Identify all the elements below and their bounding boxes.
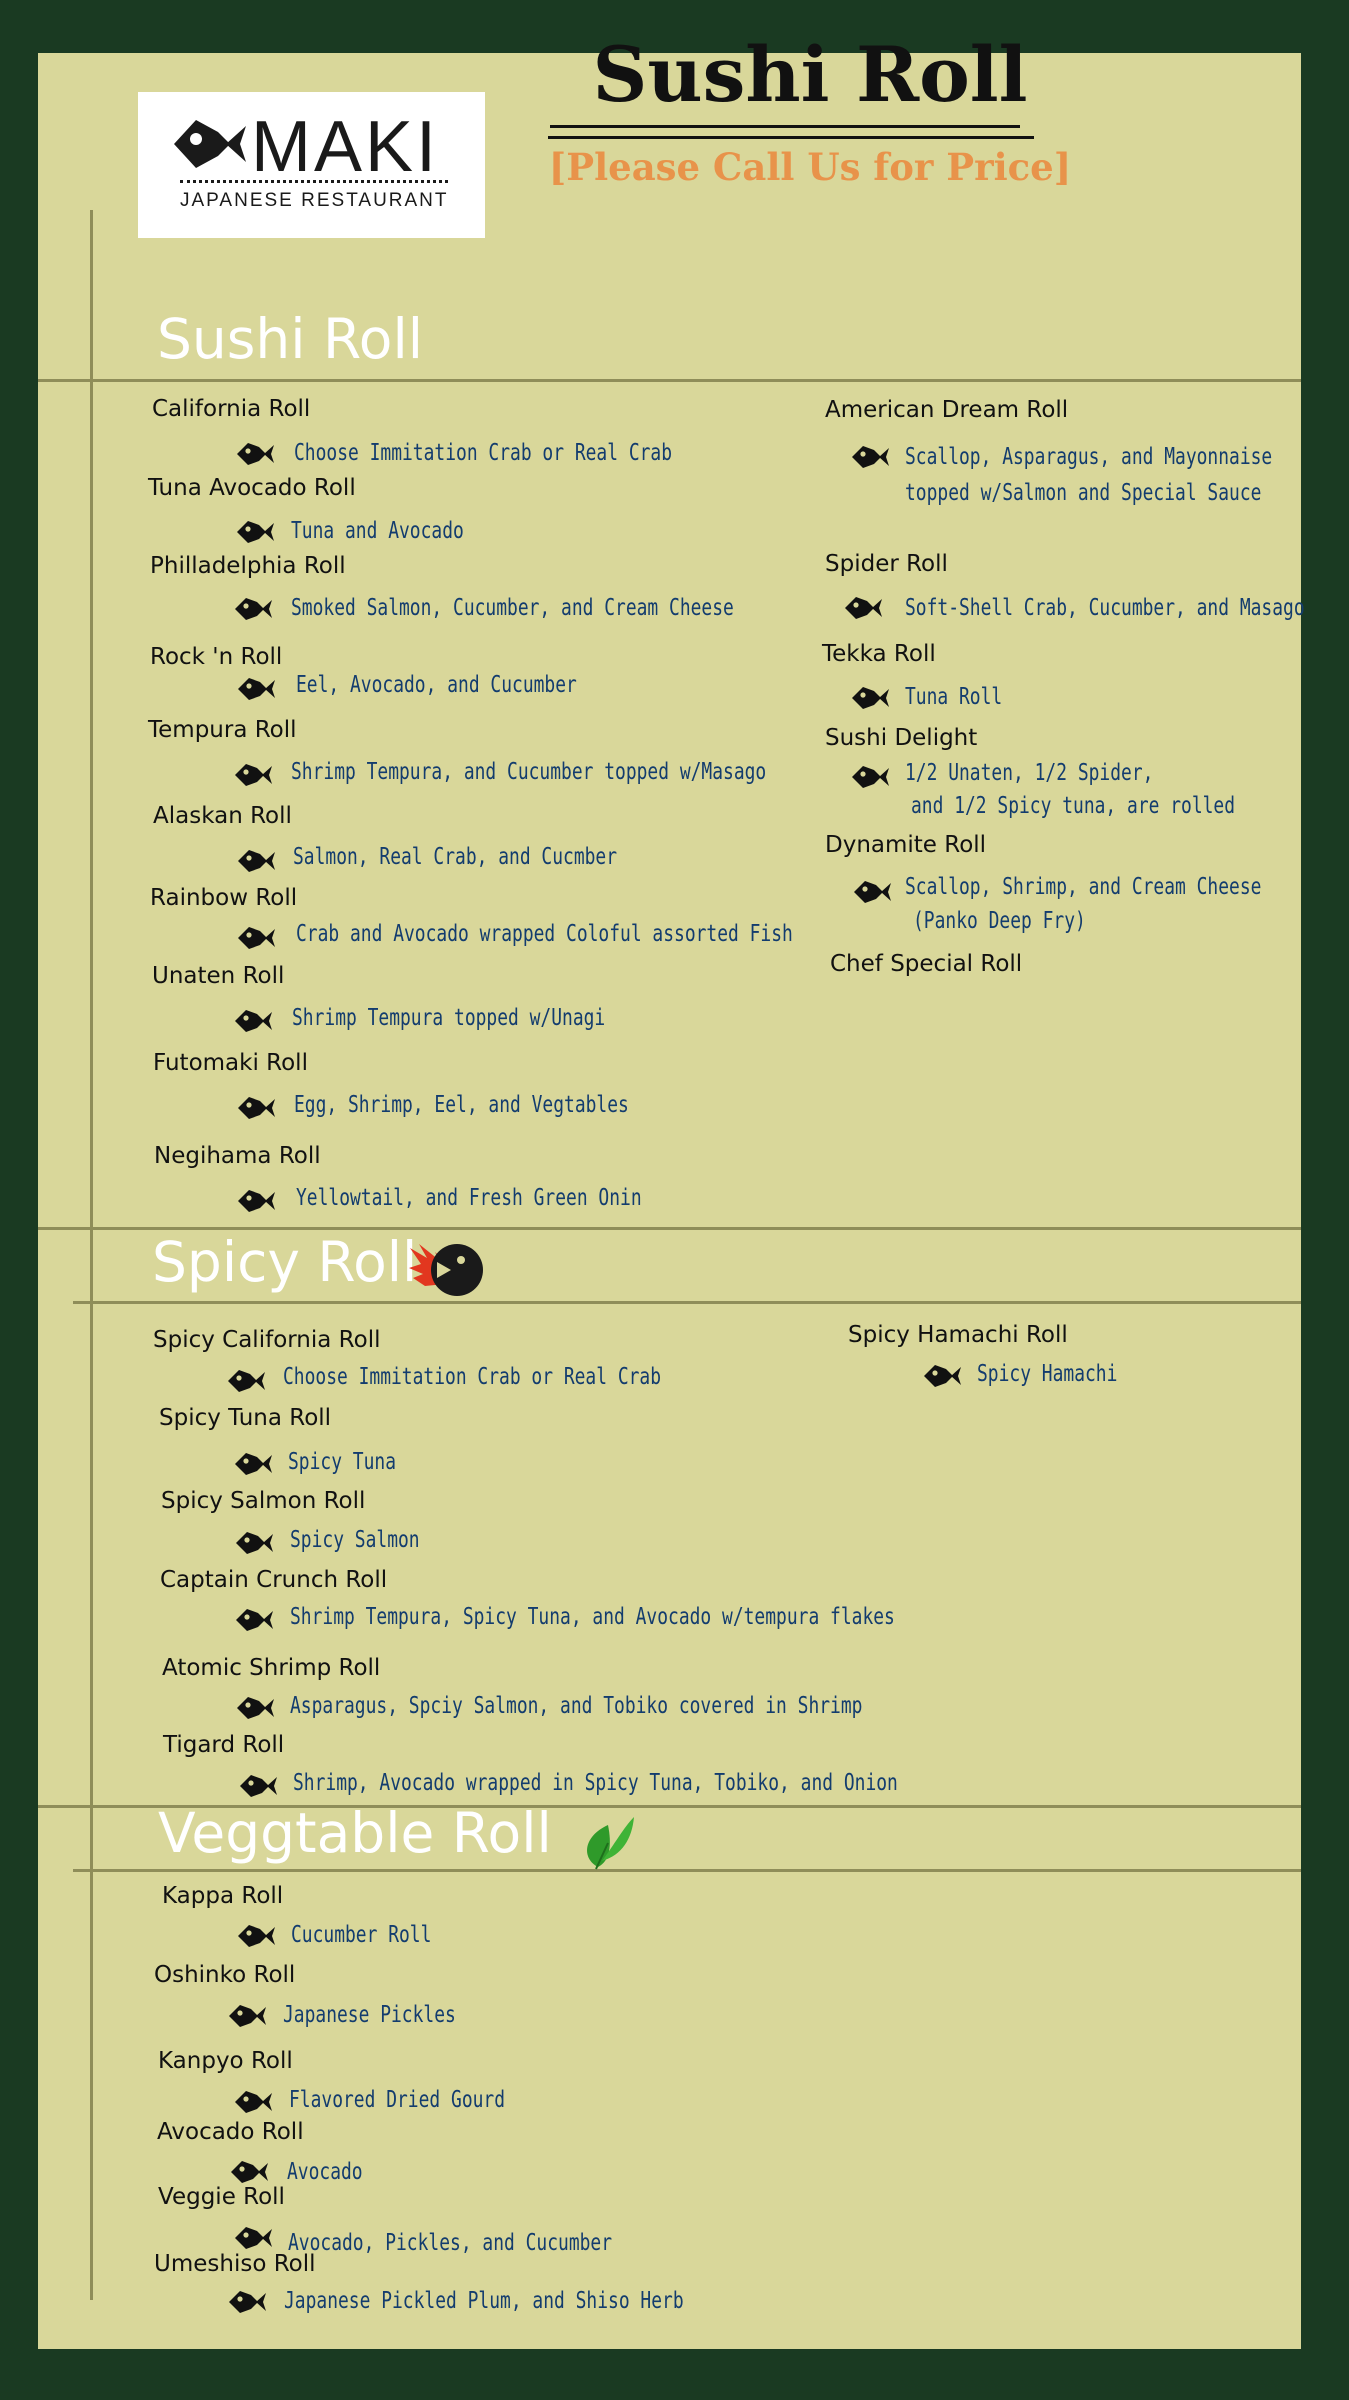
menu-item-description: Spicy Salmon (290, 1527, 420, 1553)
menu-item-name: American Dream Roll (825, 397, 1069, 423)
menu-item-name: Chef Special Roll (830, 951, 1023, 977)
menu-item-description-continued: (Panko Deep Fry) (913, 908, 1086, 934)
menu-item-name: Veggie Roll (158, 2184, 285, 2210)
menu-item-description: Egg, Shrimp, Eel, and Vegtables (294, 1092, 629, 1118)
menu-item-description: Smoked Salmon, Cucumber, and Cream Cheese (291, 595, 734, 621)
fish-bullet-icon (852, 876, 892, 908)
menu-item-name: California Roll (152, 396, 311, 422)
fish-bullet-icon (850, 761, 890, 793)
menu-item-description: Avocado, Pickles, and Cucumber (288, 2230, 613, 2256)
menu-item-name: Tigard Roll (163, 1732, 285, 1758)
menu-item-name: Tuna Avocado Roll (148, 475, 356, 501)
menu-item-description: Spicy Tuna (288, 1449, 397, 1475)
menu-item-description: Shrimp Tempura, Spicy Tuna, and Avocado w/tempura flakes (290, 1604, 895, 1630)
menu-item-name: Rock 'n Roll (150, 644, 283, 670)
menu-item-name: Spicy California Roll (153, 1327, 381, 1353)
vertical-divider (90, 210, 93, 2300)
menu-item-description: Avocado (287, 2159, 363, 2185)
fish-bullet-icon (236, 922, 276, 954)
fish-bullet-icon (226, 1365, 266, 1397)
menu-item-name: Kanpyo Roll (158, 2048, 293, 2074)
section-divider (73, 1301, 1301, 1304)
fish-bullet-icon (235, 516, 275, 548)
menu-item-description: Shrimp Tempura topped w/Unagi (292, 1005, 606, 1031)
section-divider (73, 1869, 1301, 1872)
menu-item-description: Shrimp, Avocado wrapped in Spicy Tuna, Tobiko, and Onion (293, 1770, 898, 1796)
leaf-icon (578, 1815, 636, 1871)
menu-item-name: Futomaki Roll (153, 1050, 308, 1076)
menu-item-name: Tekka Roll (822, 641, 936, 667)
logo-name: MAKI (251, 107, 440, 187)
menu-item-description: Cucumber Roll (291, 1922, 432, 1948)
fish-bullet-icon (922, 1360, 962, 1392)
menu-item-description: Tuna and Avocado (291, 518, 464, 544)
menu-item-description: Shrimp Tempura, and Cucumber topped w/Masago (291, 759, 767, 785)
menu-item-description: Asparagus, Spciy Salmon, and Tobiko covered in Shrimp (290, 1693, 863, 1719)
fish-bullet-icon (235, 1692, 275, 1724)
menu-item-description: Crab and Avocado wrapped Coloful assorted Fish (296, 921, 793, 947)
menu-item-description: Salmon, Real Crab, and Cucmber (293, 844, 618, 870)
menu-item-name: Alaskan Roll (153, 803, 292, 829)
section-title-veg: Veggtable Roll (158, 1801, 552, 1865)
menu-item-description: Choose Immitation Crab or Real Crab (283, 1364, 662, 1390)
menu-item-name: Tempura Roll (148, 717, 297, 743)
fish-bullet-icon (236, 845, 276, 877)
fish-bullet-icon (850, 441, 890, 473)
menu-item-description: Scallop, Asparagus, and Mayonnaise (905, 444, 1273, 470)
fish-bullet-icon (233, 2222, 273, 2254)
menu-item-name: Spicy Salmon Roll (161, 1488, 366, 1514)
menu-item-description: Japanese Pickled Plum, and Shiso Herb (284, 2288, 684, 2314)
fish-bullet-icon (850, 682, 890, 714)
logo-dotted-rule (180, 180, 448, 183)
menu-item-description: Tuna Roll (905, 684, 1003, 710)
fish-bullet-icon (233, 759, 273, 791)
menu-item-description: Japanese Pickles (283, 2002, 456, 2028)
menu-item-name: Negihama Roll (154, 1143, 321, 1169)
fish-bullet-icon (234, 1527, 274, 1559)
menu-item-description: Spicy Hamachi (977, 1361, 1118, 1387)
fish-bullet-icon (236, 1920, 276, 1952)
fish-bullet-icon (236, 1092, 276, 1124)
menu-item-name: Atomic Shrimp Roll (162, 1655, 381, 1681)
fish-bullet-icon (233, 2086, 273, 2118)
menu-item-description: Soft-Shell Crab, Cucumber, and Masago (905, 595, 1305, 621)
fish-logo-icon (170, 112, 248, 176)
fish-bullet-icon (227, 2286, 267, 2318)
menu-item-description: 1/2 Unaten, 1/2 Spider, (905, 760, 1154, 786)
fish-bullet-icon (233, 1005, 273, 1037)
fish-bullet-icon (238, 1770, 278, 1802)
fish-bullet-icon (236, 673, 276, 705)
menu-item-name: Spicy Hamachi Roll (848, 1322, 1068, 1348)
fish-bullet-icon (236, 1185, 276, 1217)
menu-item-description-continued: topped w/Salmon and Special Sauce (905, 480, 1262, 506)
flaming-fish-icon (405, 1240, 485, 1300)
price-note: [Please Call Us for Price] (548, 145, 1072, 189)
title-underline (550, 125, 1020, 128)
menu-item-name: Avocado Roll (157, 2119, 304, 2145)
menu-item-description: Yellowtail, and Fresh Green Onin (296, 1185, 642, 1211)
menu-item-name: Kappa Roll (162, 1883, 284, 1909)
menu-item-description: Scallop, Shrimp, and Cream Cheese (905, 874, 1262, 900)
menu-item-name: Spider Roll (825, 551, 948, 577)
fish-bullet-icon (235, 438, 275, 470)
restaurant-logo (138, 92, 485, 238)
menu-item-description: Flavored Dried Gourd (289, 2087, 506, 2113)
menu-item-description: Eel, Avocado, and Cucumber (296, 672, 577, 698)
fish-bullet-icon (227, 2000, 267, 2032)
menu-item-name: Spicy Tuna Roll (159, 1405, 332, 1431)
menu-item-name: Sushi Delight (825, 725, 978, 751)
menu-item-name: Dynamite Roll (825, 832, 987, 858)
menu-item-name: Unaten Roll (152, 963, 285, 989)
title-underline-second (548, 136, 1034, 139)
menu-item-description-continued: and 1/2 Spicy tuna, are rolled (911, 793, 1236, 819)
fish-bullet-icon (233, 1448, 273, 1480)
logo-subtitle: JAPANESE RESTAURANT (180, 190, 449, 211)
section-divider (38, 379, 1301, 382)
menu-item-name: Oshinko Roll (154, 1962, 296, 1988)
menu-item-description: Choose Immitation Crab or Real Crab (294, 440, 673, 466)
fish-bullet-icon (843, 592, 883, 624)
menu-item-name: Philladelphia Roll (150, 553, 346, 579)
menu-item-name: Captain Crunch Roll (160, 1567, 388, 1593)
section-title-sushi: Sushi Roll (157, 307, 424, 371)
fish-bullet-icon (234, 1604, 274, 1636)
section-title-spicy: Spicy Roll (152, 1230, 418, 1294)
menu-item-name: Umeshiso Roll (154, 2251, 316, 2277)
menu-item-name: Rainbow Roll (150, 885, 298, 911)
fish-bullet-icon (233, 593, 273, 625)
page-title: Sushi Roll (592, 30, 1028, 119)
